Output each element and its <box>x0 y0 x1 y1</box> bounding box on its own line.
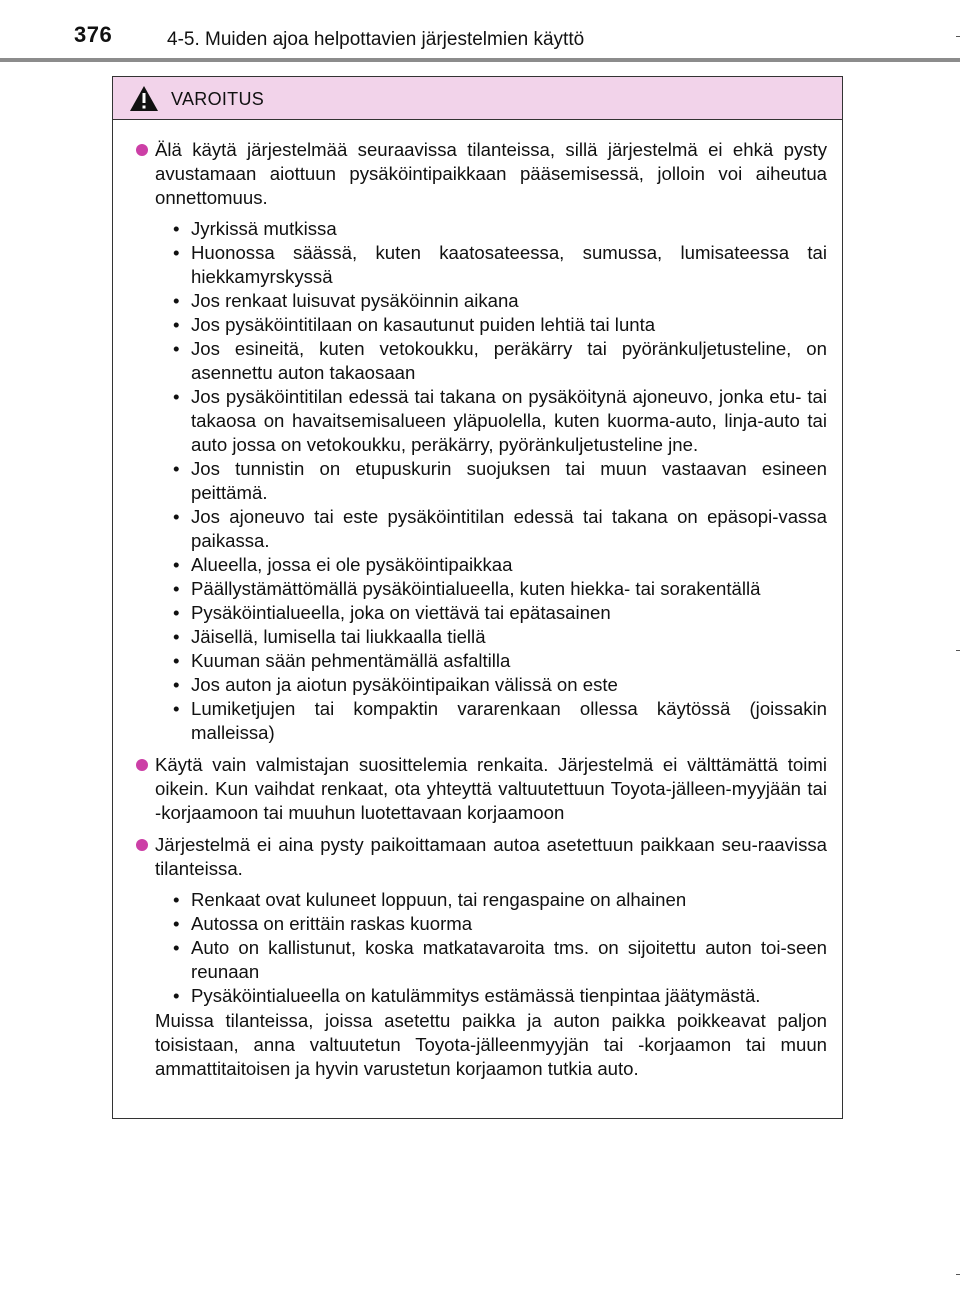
list-item: • Jos pysäköintitilaan on kasautunut puiden lehtiä tai lunta <box>173 313 827 337</box>
warning-paragraph <box>133 753 827 825</box>
list-item: • Jos pysäköintitilan edessä tai takana on pysäköitynä ajoneuvo, jonka etu- tai takaosa on havaitsemisalueen yläpuolella, kuten kuorma-auto, linja-auto tai auto jossa on vetokoukku, peräkärry, pyöränkuljetusteline jne. <box>173 385 827 457</box>
list-item: • Huonossa säässä, kuten kaatosateessa, sumussa, lumisateessa tai hiekkamyrskyssä <box>173 241 827 289</box>
bullet-dot-icon <box>136 839 148 851</box>
page-number: 376 <box>74 22 113 47</box>
section-title: 4-5. Muiden ajoa helpottavien järjestelmien käyttö <box>167 29 585 50</box>
warning-paragraph <box>133 138 827 210</box>
list-item: • Jäisellä, lumisella tai liukkaalla tiellä <box>173 625 827 649</box>
closing-note: Muissa tilanteissa, joissa asetettu paikka ja auton paikka poikkeavat paljon toisistaan, anna valtuutetun Toyota-jälleenmyyjän tai -korjaamon tai muun ammattitaitoisen ja hyvin varustetun korjaamon tutkia auto. <box>155 1010 827 1079</box>
list-item: • Jyrkissä mutkissa <box>173 217 827 241</box>
list-item: • Jos esineitä, kuten vetokoukku, peräkärry tai pyöränkuljetusteline, on asennettu auton takaosaan <box>173 337 827 385</box>
list-item: • Lumiketjujen tai kompaktin vararenkaan ollessa käytössä (joissakin malleissa) <box>173 697 827 745</box>
bullet-list <box>133 217 827 745</box>
list-item: • Jos auton ja aiotun pysäköintipaikan välissä on este <box>173 673 827 697</box>
warning-paragraph <box>133 833 827 881</box>
page-header <box>0 0 960 64</box>
list-item: • Pysäköintialueella, joka on viettävä tai epätasainen <box>173 601 827 625</box>
edge-crop-mark <box>956 36 960 37</box>
paragraph-text: Järjestelmä ei aina pysty paikoittamaan autoa asetettuun paikkaan seu-raavissa tilanteissa. <box>155 834 827 879</box>
list-item: • Päällystämättömällä pysäköintialueella, kuten hiekka- tai sorakentällä <box>173 577 827 601</box>
list-item: • Kuuman sään pehmentämällä asfaltilla <box>173 649 827 673</box>
header-rule <box>0 58 960 62</box>
warning-triangle-icon <box>129 85 159 112</box>
list-item: • Jos tunnistin on etupuskurin suojuksen tai muun vastaavan esineen peittämä. <box>173 457 827 505</box>
warning-body <box>113 120 842 1081</box>
list-item: • Alueella, jossa ei ole pysäköintipaikkaa <box>173 553 827 577</box>
list-item: • Renkaat ovat kuluneet loppuun, tai rengaspaine on alhainen <box>173 888 827 912</box>
list-item: • Autossa on erittäin raskas kuorma <box>173 912 827 936</box>
warning-header <box>113 77 842 120</box>
warning-box <box>112 76 843 1119</box>
edge-crop-mark <box>956 650 960 651</box>
list-item: • Jos ajoneuvo tai este pysäköintitilan edessä tai takana on epäsopi-vassa paikassa. <box>173 505 827 553</box>
list-item: • Jos renkaat luisuvat pysäköinnin aikana <box>173 289 827 313</box>
warning-label: VAROITUS <box>171 89 265 109</box>
bullet-dot-icon <box>136 144 148 156</box>
edge-crop-mark <box>956 1274 960 1275</box>
bullet-dot-icon <box>136 759 148 771</box>
bullet-list <box>133 888 827 1008</box>
paragraph-text: Älä käytä järjestelmää seuraavissa tilanteissa, sillä järjestelmä ei ehkä pysty avustamaan aiottuun pysäköintipaikkaan pääsemisessä, jolloin voi aiheutua onnettomuus. <box>155 139 827 208</box>
list-item: • Pysäköintialueella on katulämmitys estämässä tienpintaa jäätymästä. <box>173 984 827 1008</box>
list-item: • Auto on kallistunut, koska matkatavaroita tms. on sijoitettu auton toi-seen reunaan <box>173 936 827 984</box>
paragraph-text: Käytä vain valmistajan suosittelemia renkaita. Järjestelmä ei välttämättä toimi oikein. Kun vaihdat renkaat, ota yhteyttä valtuutettuun Toyota-jälleen-myyjään tai -korjaamoon tai muuhun luotettavaan korjaamoon <box>155 754 827 823</box>
